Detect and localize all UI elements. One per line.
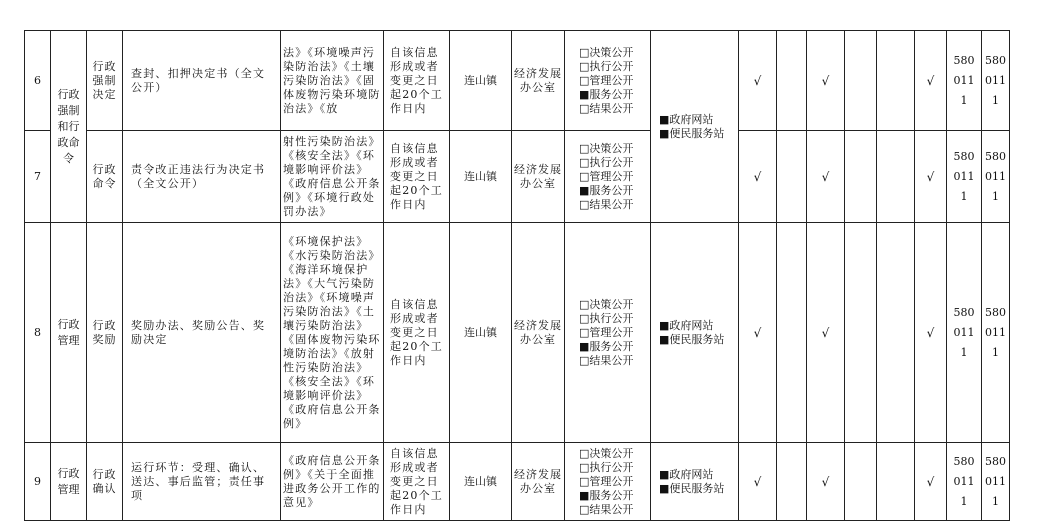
option-label: 结果公开 [589,353,634,367]
unchecked-box-icon: □ [579,297,590,311]
option-label: 结果公开 [589,197,634,211]
unchecked-box-icon: □ [579,446,590,460]
option-label: 政府网站 [669,112,714,126]
category-cell: 行政强制和行政命令 [51,31,87,223]
subject-cell: 连山镇 [450,31,512,131]
code-line: 011 [985,325,1006,339]
empty-cell [845,223,877,443]
code-cell [982,443,1010,521]
unchecked-box-icon: □ [579,45,590,59]
department-cell: 经济发展办公室 [512,443,565,521]
code-line: 580 [985,149,1006,163]
option-line [579,88,648,102]
option-label: 决策公开 [589,297,634,311]
code-cell [982,131,1010,223]
code-line: 1 [992,93,999,107]
option-label: 便民服务站 [669,126,725,140]
code-line: 011 [953,474,975,488]
check-mark: √ [739,223,777,443]
empty-cell [777,443,807,521]
option-label: 管理公开 [589,325,634,339]
empty-cell [777,31,807,131]
option-line [659,319,736,333]
option-line [579,102,648,116]
option-line [579,503,648,517]
option-line [579,312,648,326]
option-line [579,142,648,156]
unchecked-box-icon: □ [579,141,590,155]
code-line: 1 [960,345,968,359]
channel-cell [651,443,739,521]
empty-cell [777,223,807,443]
code-line: 011 [985,73,1006,87]
subject-cell: 连山镇 [450,223,512,443]
option-line [579,475,648,489]
option-line [579,489,648,503]
option-label: 服务公开 [589,183,634,197]
option-line [579,60,648,74]
empty-cell [845,31,877,131]
checked-box-icon: ■ [659,481,670,495]
unchecked-box-icon: □ [579,353,590,367]
unchecked-box-icon: □ [579,169,590,183]
disclosure-mode-cell [565,31,651,131]
content-cell: 查封、扣押决定书（全文公开） [123,31,281,131]
disclosure-table [24,30,1010,521]
table-row [25,31,1010,131]
option-line [579,74,648,88]
row-number: 8 [25,223,51,443]
row-number: 9 [25,443,51,521]
option-label: 服务公开 [589,87,634,101]
unchecked-box-icon: □ [579,311,590,325]
code-cell [982,31,1010,131]
option-label: 便民服务站 [669,332,725,346]
code-line: 011 [985,169,1006,183]
basis-cell: 《环境保护法》《水污染防治法》《海洋环境保护法》《大气污染防治法》《环境噪声污染防治法》《土壤污染防治法》《固体废物污染环境防治法》《放射性污染防治法》《核安全法》《环境影响评价法》《政府信息公开条例》 [281,223,384,443]
check-mark: √ [739,131,777,223]
check-mark: √ [915,131,947,223]
unchecked-box-icon: □ [579,197,590,211]
code-line: 011 [953,73,975,87]
code-line: 580 [985,53,1006,67]
code-cell [947,31,982,131]
code-line: 1 [960,494,968,508]
basis-cell: 射性污染防治法》《核安全法》《环境影响评价法》《政府信息公开条例》《环境行政处罚办法》 [281,131,384,223]
option-label: 结果公开 [589,502,634,516]
channel-cell [651,223,739,443]
option-line [659,127,736,141]
checked-box-icon: ■ [659,318,670,332]
option-line [659,468,736,482]
option-label: 管理公开 [589,474,634,488]
row-number: 7 [25,131,51,223]
check-mark: √ [807,443,845,521]
check-mark: √ [915,31,947,131]
department-cell: 经济发展办公室 [512,223,565,443]
unchecked-box-icon: □ [579,73,590,87]
option-line [579,170,648,184]
code-line: 580 [953,305,975,319]
option-line [579,354,648,368]
table-row [25,131,1010,223]
code-cell [947,443,982,521]
disclosure-mode-cell [565,443,651,521]
code-line: 580 [953,149,975,163]
checked-box-icon: ■ [659,112,670,126]
unchecked-box-icon: □ [579,325,590,339]
option-label: 政府网站 [669,467,714,481]
option-label: 决策公开 [589,45,634,59]
option-label: 管理公开 [589,73,634,87]
option-label: 服务公开 [589,488,634,502]
unchecked-box-icon: □ [579,460,590,474]
option-label: 决策公开 [589,141,634,155]
checked-box-icon: ■ [579,488,590,502]
checked-box-icon: ■ [579,339,590,353]
code-line: 580 [985,454,1006,468]
table-row [25,223,1010,443]
unchecked-box-icon: □ [579,474,590,488]
time-limit-cell: 自该信息形成或者变更之日起20个工作日内 [384,31,450,131]
subcategory-cell: 行政强制决定 [87,31,123,131]
basis-cell: 法》《环境噪声污染防治法》《土壤污染防治法》《固体废物污染环境防治法》《放 [281,31,384,131]
unchecked-box-icon: □ [579,101,590,115]
subcategory-cell: 行政命令 [87,131,123,223]
code-line: 011 [953,325,975,339]
row-number: 6 [25,31,51,131]
option-label: 执行公开 [589,155,634,169]
subcategory-cell: 行政确认 [87,443,123,521]
basis-cell: 《政府信息公开条例》《关于全面推进政务公开工作的意见》 [281,443,384,521]
code-line: 580 [953,53,975,67]
code-cell [947,131,982,223]
option-line [579,326,648,340]
table-row [25,443,1010,521]
unchecked-box-icon: □ [579,59,590,73]
code-line: 580 [953,454,975,468]
checked-box-icon: ■ [579,87,590,101]
option-line [579,298,648,312]
check-mark: √ [807,131,845,223]
subcategory-cell: 行政奖励 [87,223,123,443]
empty-cell [777,131,807,223]
content-cell: 奖励办法、奖励公告、奖励决定 [123,223,281,443]
check-mark: √ [807,31,845,131]
empty-cell [845,443,877,521]
code-line: 1 [992,345,999,359]
disclosure-mode-cell [565,131,651,223]
option-line [579,46,648,60]
department-cell: 经济发展办公室 [512,31,565,131]
checked-box-icon: ■ [659,332,670,346]
category-cell: 行政管理 [51,443,87,521]
option-label: 管理公开 [589,169,634,183]
empty-cell [877,31,915,131]
unchecked-box-icon: □ [579,155,590,169]
option-label: 执行公开 [589,59,634,73]
code-line: 1 [992,494,999,508]
code-line: 011 [985,474,1006,488]
table-body [25,31,1010,521]
subject-cell: 连山镇 [450,443,512,521]
check-mark: √ [739,31,777,131]
option-line [579,184,648,198]
option-line [579,340,648,354]
option-line [659,113,736,127]
time-limit-cell: 自该信息形成或者变更之日起20个工作日内 [384,131,450,223]
option-label: 执行公开 [589,460,634,474]
option-label: 便民服务站 [669,481,725,495]
check-mark: √ [915,223,947,443]
code-line: 580 [985,305,1006,319]
code-line: 1 [960,189,968,203]
code-cell [947,223,982,443]
empty-cell [877,223,915,443]
option-label: 决策公开 [589,446,634,460]
option-line [579,198,648,212]
option-label: 服务公开 [589,339,634,353]
unchecked-box-icon: □ [579,502,590,516]
content-cell: 运行环节：受理、确认、送达、事后监管；责任事项 [123,443,281,521]
option-label: 结果公开 [589,101,634,115]
checked-box-icon: ■ [659,467,670,481]
empty-cell [845,131,877,223]
department-cell: 经济发展办公室 [512,131,565,223]
option-line [579,461,648,475]
checked-box-icon: ■ [579,183,590,197]
check-mark: √ [915,443,947,521]
check-mark: √ [739,443,777,521]
subject-cell: 连山镇 [450,131,512,223]
disclosure-mode-cell [565,223,651,443]
category-cell: 行政管理 [51,223,87,443]
empty-cell [877,443,915,521]
option-label: 政府网站 [669,318,714,332]
option-line [659,482,736,496]
option-line [579,447,648,461]
code-cell [982,223,1010,443]
time-limit-cell: 自该信息形成或者变更之日起20个工作日内 [384,223,450,443]
channel-cell [651,31,739,223]
check-mark: √ [807,223,845,443]
content-cell: 责令改正违法行为决定书（全文公开） [123,131,281,223]
code-line: 1 [960,93,968,107]
time-limit-cell: 自该信息形成或者变更之日起20个工作日内 [384,443,450,521]
code-line: 1 [992,189,999,203]
checked-box-icon: ■ [659,126,670,140]
code-line: 011 [953,169,975,183]
option-label: 执行公开 [589,311,634,325]
empty-cell [877,131,915,223]
option-line [659,333,736,347]
option-line [579,156,648,170]
